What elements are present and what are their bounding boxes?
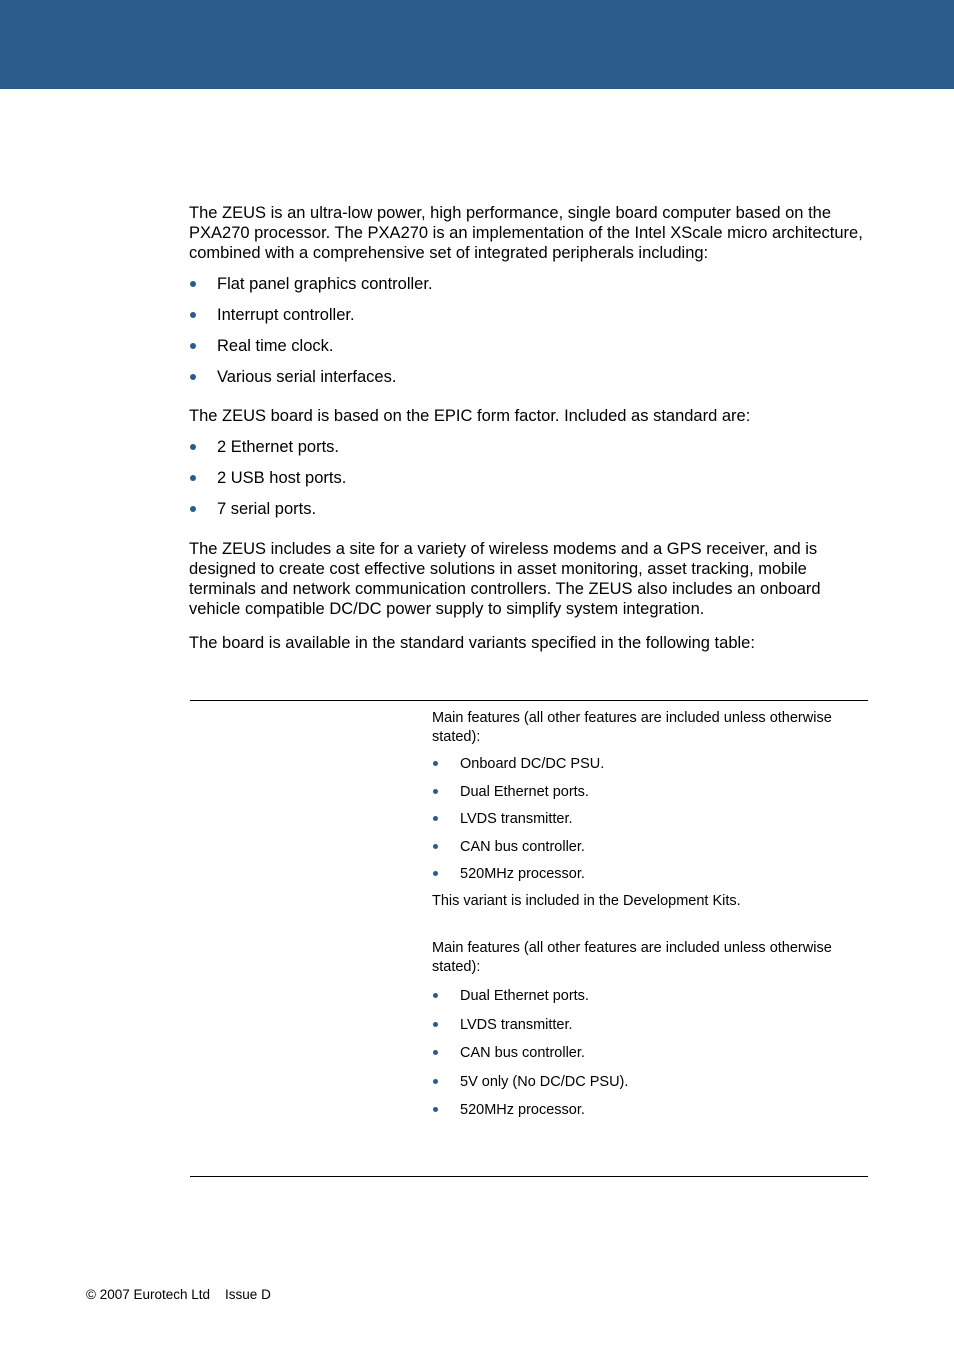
- bullet-icon: [433, 1107, 438, 1112]
- variants-paragraph: The board is available in the standard variants specified in the following table:: [189, 634, 755, 652]
- variant-1-features: [432, 755, 852, 893]
- list-item: 520MHz processor.: [432, 865, 852, 893]
- wireless-paragraph: The ZEUS includes a site for a variety of wireless modems and a GPS receiver, and is designed to create cost effective solutions in asset monitoring, asset tracking, mobile terminals and network communication controllers. The ZEUS also includes an onboard vehicle compatible DC/DC power supply to simplify system integration.: [189, 540, 821, 618]
- list-item: 520MHz processor.: [432, 1101, 852, 1130]
- list-item: Dual Ethernet ports.: [432, 987, 852, 1016]
- footer: [86, 1287, 271, 1303]
- header-band: [0, 0, 954, 89]
- variant-2-cell: [432, 939, 852, 1130]
- bullet-icon: [433, 1022, 438, 1027]
- document-body: [189, 203, 869, 653]
- list-item: Real time clock.: [189, 336, 869, 367]
- table-top-rule: [190, 700, 868, 701]
- list-item: LVDS transmitter.: [432, 810, 852, 838]
- bullet-icon: [433, 789, 438, 794]
- list-item: CAN bus controller.: [432, 838, 852, 866]
- bullet-icon: [190, 374, 196, 380]
- bullet-icon: [190, 343, 196, 349]
- bullet-icon: [433, 1079, 438, 1084]
- list-item: 7 serial ports.: [189, 499, 869, 530]
- list-item: 2 Ethernet ports.: [189, 437, 869, 468]
- list-item: 2 USB host ports.: [189, 468, 869, 499]
- copyright: © 2007 Eurotech Ltd: [86, 1287, 211, 1302]
- list-item: 5V only (No DC/DC PSU).: [432, 1073, 852, 1102]
- features-label: Main features (all other features are included unless otherwise stated):: [432, 710, 832, 745]
- bullet-icon: [433, 1050, 438, 1055]
- variant-note: This variant is included in the Development Kits.: [432, 892, 741, 909]
- bullet-icon: [190, 475, 196, 481]
- bullet-icon: [190, 506, 196, 512]
- list-item: CAN bus controller.: [432, 1044, 852, 1073]
- list-item: Onboard DC/DC PSU.: [432, 755, 852, 783]
- bullet-icon: [190, 281, 196, 287]
- variant-1-cell: [432, 709, 852, 911]
- features-label: Main features (all other features are included unless otherwise stated):: [432, 940, 832, 975]
- bullet-icon: [190, 444, 196, 450]
- list-item: Flat panel graphics controller.: [189, 274, 869, 305]
- peripherals-list: [189, 274, 869, 398]
- bullet-icon: [433, 816, 438, 821]
- list-item: LVDS transmitter.: [432, 1016, 852, 1045]
- standard-list: [189, 437, 869, 530]
- intro-paragraph: The ZEUS is an ultra-low power, high performance, single board computer based on the PXA270 processor. The PXA270 is an implementation of the Intel XScale micro architecture, combined with a comprehensive set of integrated peripherals including:: [189, 204, 863, 262]
- bullet-icon: [190, 312, 196, 318]
- variant-2-features: [432, 987, 852, 1130]
- bullet-icon: [433, 993, 438, 998]
- list-item: Interrupt controller.: [189, 305, 869, 336]
- list-item: Various serial interfaces.: [189, 367, 869, 398]
- table-bottom-rule: [190, 1176, 868, 1177]
- bullet-icon: [433, 761, 438, 766]
- issue-label: Issue D: [225, 1287, 271, 1302]
- epic-paragraph: The ZEUS board is based on the EPIC form factor. Included as standard are:: [189, 407, 751, 425]
- bullet-icon: [433, 871, 438, 876]
- list-item: Dual Ethernet ports.: [432, 783, 852, 811]
- bullet-icon: [433, 844, 438, 849]
